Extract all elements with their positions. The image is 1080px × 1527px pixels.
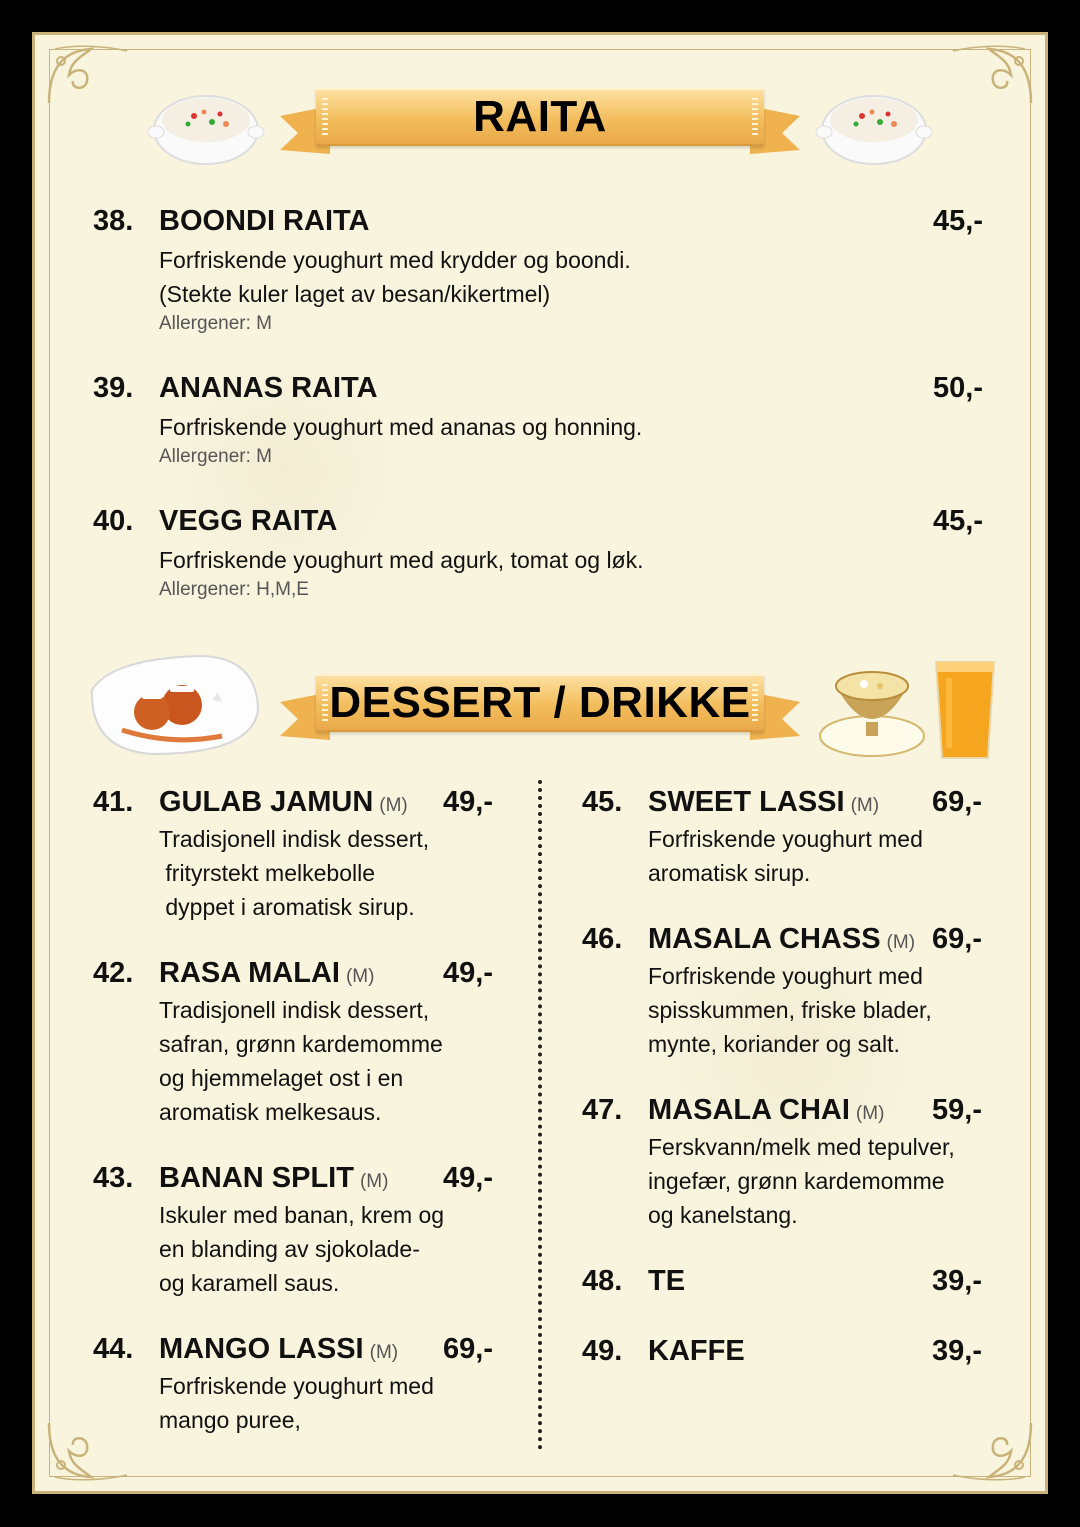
item-description: Forfriskende youghurt med krydder og boondi. (Stekte kuler laget av besan/kikertmel): [159, 247, 631, 307]
item-number: 48.: [582, 1265, 623, 1297]
corner-ornament-icon: [41, 41, 131, 111]
item-name-text: SWEET LASSI: [648, 786, 845, 818]
item-allergen-tag: (M): [850, 795, 880, 816]
menu-item: [582, 1335, 986, 1375]
item-price: 49,-: [443, 786, 493, 818]
menu-item: [93, 372, 983, 482]
menu-item: [582, 1265, 986, 1305]
raita-title: RAITA: [473, 92, 607, 141]
item-price: 39,-: [932, 1335, 982, 1367]
item-number: 38.: [93, 205, 134, 237]
item-name-text: GULAB JAMUN: [159, 786, 374, 818]
item-description: Forfriskende youghurt med aromatisk sirup.: [648, 826, 923, 886]
item-name: BOONDI RAITA: [159, 205, 370, 237]
item-number: 43.: [93, 1162, 134, 1194]
item-allergens: Allergener: M: [159, 313, 272, 334]
item-price: 69,-: [932, 923, 982, 955]
menu-item: [582, 786, 986, 896]
item-name: [648, 923, 915, 956]
item-name: [648, 1094, 884, 1127]
item-name-text: BANAN SPLIT: [159, 1162, 354, 1194]
item-number: 47.: [582, 1094, 623, 1126]
item-price: 49,-: [443, 957, 493, 989]
item-price: 59,-: [932, 1094, 982, 1126]
item-name-text: MANGO LASSI: [159, 1333, 364, 1365]
item-description: Forfriskende youghurt med ananas og honning.: [159, 414, 643, 440]
raita-ribbon: [316, 88, 764, 146]
item-name-text: MASALA CHAI: [648, 1094, 850, 1126]
rasmalai-bowl-image: [816, 652, 928, 764]
dessert-title: DESSERT / DRIKKE: [329, 678, 751, 727]
item-allergen-tag: (M): [379, 795, 408, 816]
item-name-text: MASALA CHASS: [648, 923, 881, 955]
item-allergens: Allergener: M: [159, 446, 272, 467]
item-allergens: Allergener: H,M,E: [159, 579, 309, 600]
menu-item: [582, 923, 986, 1063]
item-description: Forfriskende youghurt med spisskummen, friske blader, mynte, koriander og salt.: [648, 963, 932, 1057]
mango-lassi-glass-image: [932, 658, 998, 762]
item-allergen-tag: (M): [369, 1342, 399, 1363]
item-name: [648, 1265, 685, 1298]
item-name: [648, 786, 879, 819]
menu-item: [93, 957, 497, 1127]
item-name: [159, 1162, 388, 1195]
item-allergen-tag: (M): [855, 1103, 885, 1124]
column-divider: [538, 780, 542, 1450]
item-description: Ferskvann/melk med tepulver, ingefær, grønn kardemomme og kanelstang.: [648, 1134, 955, 1228]
menu-item: [93, 1333, 497, 1443]
item-description: Iskuler med banan, krem og en blanding av sjokolade- og karamell saus.: [159, 1202, 445, 1296]
item-description: Forfriskende youghurt med agurk, tomat og løk.: [159, 547, 644, 573]
item-allergen-tag: (M): [345, 966, 375, 987]
menu-item: [93, 205, 983, 345]
item-name: VEGG RAITA: [159, 505, 338, 537]
corner-ornament-icon: [949, 41, 1039, 111]
item-name-text: RASA MALAI: [159, 957, 340, 989]
menu-item: [93, 786, 497, 926]
gulab-jamun-plate-image: [82, 650, 264, 760]
item-description: Forfriskende youghurt med mango puree,: [159, 1373, 434, 1433]
raita-banner: [280, 88, 800, 154]
item-description: Tradisjonell indisk dessert, frityrstekt melkebolle dyppet i aromatisk sirup.: [159, 826, 430, 920]
item-number: 49.: [582, 1335, 623, 1367]
item-allergen-tag: (M): [359, 1171, 389, 1192]
menu-item: [93, 505, 983, 615]
item-price: 45,-: [933, 205, 983, 237]
menu-item: [582, 1094, 986, 1234]
item-price: 49,-: [443, 1162, 493, 1194]
item-name-text: TE: [648, 1265, 686, 1297]
corner-ornament-icon: [949, 1415, 1039, 1485]
item-name: [648, 1335, 745, 1368]
item-number: 42.: [93, 957, 134, 989]
item-number: 39.: [93, 372, 134, 404]
item-price: 69,-: [932, 786, 982, 818]
item-number: 41.: [93, 786, 134, 818]
item-price: 39,-: [932, 1265, 982, 1297]
item-price: 50,-: [933, 372, 983, 404]
item-number: 40.: [93, 505, 134, 537]
item-name: [159, 786, 408, 819]
item-price: 45,-: [933, 505, 983, 537]
item-allergen-tag: (M): [886, 932, 916, 953]
item-name: [159, 957, 374, 990]
menu-item: [93, 1162, 497, 1302]
item-number: 45.: [582, 786, 623, 818]
dessert-banner: [280, 674, 800, 740]
item-name-text: KAFFE: [648, 1335, 745, 1367]
item-number: 46.: [582, 923, 623, 955]
raita-bowl-image: [146, 80, 266, 170]
item-description: Tradisjonell indisk dessert, safran, grønn kardemomme og hjemmelaget ost i en aromatisk melkesaus.: [159, 997, 443, 1125]
dessert-ribbon: [316, 674, 764, 732]
item-number: 44.: [93, 1333, 134, 1365]
item-name: ANANAS RAITA: [159, 372, 378, 404]
item-name: [159, 1333, 398, 1366]
raita-bowl-image: [814, 80, 934, 170]
item-price: 69,-: [443, 1333, 493, 1365]
